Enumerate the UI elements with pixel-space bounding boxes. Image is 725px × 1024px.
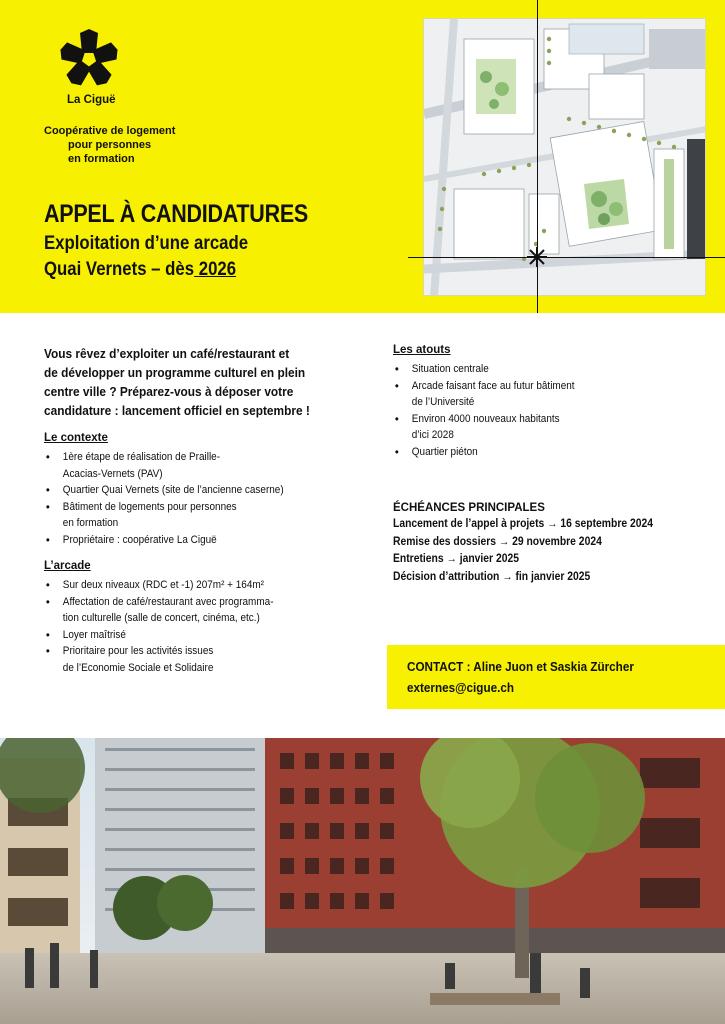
tagline-line: pour personnes: [68, 139, 152, 151]
list-item: • Quartier Quai Vernets (site de l’ancienne caserne): [44, 482, 326, 499]
cigue-flower-logo-icon: [58, 28, 120, 90]
intro-line: Vous rêvez d’exploiter un café/restaurant et: [44, 346, 290, 361]
list-item: • Environ 4000 nouveaux habitants: [393, 411, 684, 428]
brand-tagline: [44, 124, 175, 166]
list-item: • Affectation de café/restaurant avec programma-: [44, 594, 326, 611]
list-item-continued: de l’Economie Sociale et Solidaire: [62, 661, 214, 674]
subtitle-line2: [44, 257, 308, 281]
intro-line: centre ville ? Préparez-vous à déposer votre: [44, 384, 294, 399]
street-rendering-image: [0, 738, 725, 1024]
left-column: [44, 344, 344, 676]
crosshair-horizontal: [408, 257, 725, 258]
tagline-line: Coopérative de logement: [44, 125, 176, 137]
contact-email[interactable]: externes@cigue.ch: [407, 680, 515, 695]
schedule-row: Décision d’attribution → fin janvier 2025: [393, 570, 591, 583]
list-item-continued: d’ici 2028: [411, 429, 454, 441]
atouts-title: Les atouts: [393, 344, 451, 356]
page-title: APPEL À CANDIDATURES: [44, 200, 309, 228]
list-item: • Arcade faisant face au futur bâtiment: [393, 378, 684, 395]
intro-line: de développer un programme culturel en plein: [44, 365, 306, 380]
echeances-title: ÉCHÉANCES PRINCIPALES: [393, 502, 545, 514]
list-item-continued: de l’Université: [411, 396, 475, 408]
site-plan-map: [423, 18, 706, 296]
rendering-photo: [0, 738, 725, 1024]
contact-names: CONTACT : Aline Juon et Saskia Zürcher: [407, 659, 634, 674]
contact-box: [387, 645, 725, 709]
list-item: • Sur deux niveaux (RDC et -1) 207m² + 164m²: [44, 577, 326, 594]
schedule-row: Lancement de l’appel à projets → 16 septembre 2024: [393, 518, 654, 530]
tagline-line: en formation: [68, 153, 135, 165]
list-item-continued: en formation: [62, 517, 119, 529]
list-item: • Quartier piéton: [393, 444, 684, 461]
subtitle-year: 2026: [194, 258, 237, 280]
schedule-row: Remise des dossiers → 29 novembre 2024: [393, 535, 602, 548]
list-item: • Bâtiment de logements pour personnes: [44, 499, 326, 516]
arcade-list: [44, 577, 344, 676]
contexte-title: Le contexte: [44, 432, 108, 444]
list-item: • Loyer maîtrisé: [44, 627, 326, 644]
list-item: • Situation centrale: [393, 361, 684, 378]
list-item: • Propriétaire : coopérative La Ciguë: [44, 532, 326, 549]
site-plan-drawing: [424, 19, 706, 296]
right-column: [393, 344, 703, 586]
list-item-continued: Acacias-Vernets (PAV): [62, 467, 163, 480]
echeances-block: [393, 502, 703, 586]
atouts-list: [393, 361, 703, 460]
list-item: • Prioritaire pour les activités issues: [44, 643, 326, 660]
list-item-continued: tion culturelle (salle de concert, cinéma, etc.): [62, 612, 260, 624]
brand-name: La Ciguë: [67, 94, 116, 106]
list-item: • 1ère étape de réalisation de Praille-: [44, 449, 326, 466]
schedule-row: Entretiens → janvier 2025: [393, 553, 519, 565]
subtitle-prefix: Quai Vernets – dès: [44, 258, 195, 280]
header-band: [0, 0, 725, 313]
headline: [44, 200, 351, 281]
asterisk-marker-icon: [526, 246, 548, 268]
arcade-title: L’arcade: [44, 560, 91, 572]
intro-paragraph: [44, 344, 314, 420]
intro-line: candidature : lancement officiel en septembre !: [44, 403, 310, 418]
subtitle-line1: Exploitation d’une arcade: [44, 232, 249, 254]
contexte-list: [44, 449, 344, 548]
